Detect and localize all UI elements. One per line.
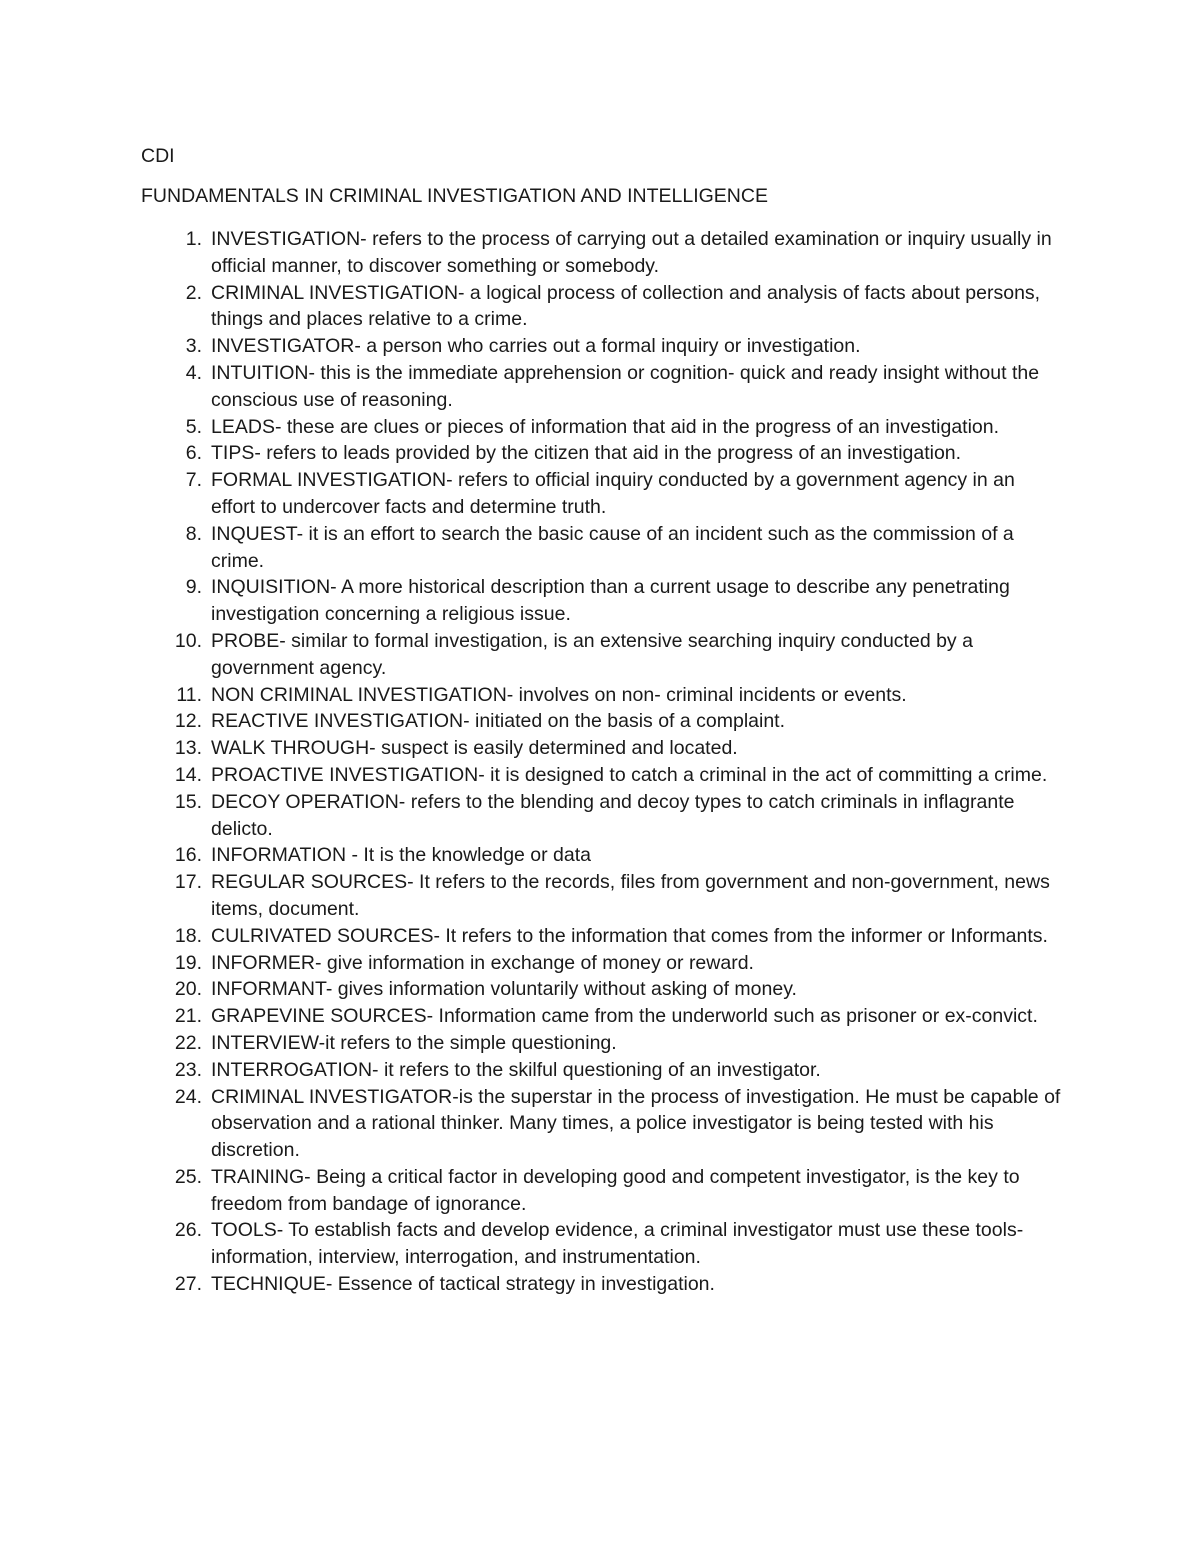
item-number: 24.	[174, 1085, 202, 1108]
list-item	[141, 414, 1061, 441]
item-number: 11.	[176, 683, 202, 706]
item-text: INTERVIEW-it refers to the simple questioning.	[211, 1031, 617, 1054]
item-number: 7.	[185, 469, 202, 492]
item-text: TIPS- refers to leads provided by the citizen that aid in the progress of an investigation.	[211, 442, 962, 465]
item-number: 25.	[174, 1165, 202, 1188]
list-item	[141, 842, 1061, 869]
list-item	[141, 923, 1061, 950]
item-number: 18.	[174, 924, 202, 947]
item-number: 23.	[174, 1058, 202, 1081]
item-text: INQUEST- it is an effort to search the basic cause of an incident such as the commission of a crime.	[211, 522, 1014, 572]
list-item	[141, 467, 1061, 521]
list-item	[141, 333, 1061, 360]
list-item	[141, 440, 1061, 467]
item-number: 13.	[174, 737, 202, 760]
list-item	[141, 360, 1061, 414]
list-item	[141, 869, 1061, 923]
list-item	[141, 735, 1061, 762]
item-text: CRIMINAL INVESTIGATOR-is the superstar in the process of investigation. He must be capable of observation and a rational thinker. Many times, a police investigator is being tested with his discretion.	[211, 1085, 1061, 1162]
item-text: INFORMATION - It is the knowledge or data	[211, 844, 592, 867]
document-label: CDI	[141, 145, 175, 167]
item-text: REACTIVE INVESTIGATION- initiated on the basis of a complaint.	[211, 710, 786, 733]
item-text: INVESTIGATOR- a person who carries out a formal inquiry or investigation.	[211, 335, 861, 358]
list-item	[141, 1030, 1061, 1057]
item-number: 22.	[174, 1031, 202, 1054]
item-number: 17.	[174, 871, 202, 894]
item-text: NON CRIMINAL INVESTIGATION- involves on non- criminal incidents or events.	[211, 683, 907, 706]
list-item	[141, 280, 1061, 334]
item-text: TRAINING- Being a critical factor in developing good and competent investigator, is the key to freedom from bandage of ignorance.	[211, 1165, 1020, 1215]
list-item	[141, 682, 1061, 709]
list-item	[141, 1003, 1061, 1030]
item-text: INVESTIGATION- refers to the process of carrying out a detailed examination or inquiry usually in official manner, to discover something or somebody.	[211, 228, 1052, 277]
list-item	[141, 708, 1061, 735]
list-item	[141, 1164, 1061, 1218]
item-number: 12.	[174, 710, 202, 733]
item-text: FORMAL INVESTIGATION- refers to official inquiry conducted by a government agency in an effort to undercover facts and determine truth.	[211, 469, 1015, 518]
item-text: INQUISITION- A more historical description than a current usage to describe any penetrating investigation concerning a religious issue.	[211, 576, 1010, 626]
list-item	[141, 1271, 1061, 1298]
item-text: CULRIVATED SOURCES- It refers to the information that comes from the informer or Informants.	[211, 924, 1048, 947]
item-number: 19.	[174, 951, 202, 974]
item-text: TOOLS- To establish facts and develop evidence, a criminal investigator must use these tools-information, interview, interrogation, and instrumentation.	[211, 1219, 1024, 1269]
item-number: 14.	[174, 763, 202, 786]
item-number: 9.	[185, 576, 202, 599]
item-number: 4.	[185, 361, 202, 384]
list-item	[141, 1217, 1061, 1271]
item-text: REGULAR SOURCES- It refers to the records, files from government and non-government, news items, document.	[211, 871, 1050, 920]
item-number: 1.	[185, 228, 202, 250]
definitions-list	[141, 226, 1061, 1298]
list-item	[141, 574, 1061, 628]
list-item	[141, 521, 1061, 575]
item-number: 27.	[174, 1273, 202, 1296]
item-text: INFORMER- give information in exchange of money or reward.	[211, 951, 754, 974]
list-item	[141, 628, 1061, 682]
item-number: 15.	[174, 790, 202, 813]
item-number: 20.	[174, 978, 202, 1001]
item-number: 6.	[185, 442, 202, 465]
item-number: 21.	[174, 1005, 202, 1028]
item-number: 16.	[174, 844, 202, 867]
item-text: INTUITION- this is the immediate apprehension or cognition- quick and ready insight without the conscious use of reasoning.	[211, 361, 1040, 411]
list-item	[141, 1084, 1061, 1164]
item-text: PROBE- similar to formal investigation, is an extensive searching inquiry conducted by a government agency.	[211, 629, 973, 679]
item-number: 5.	[185, 415, 202, 438]
item-number: 2.	[185, 281, 202, 304]
list-item	[141, 1057, 1061, 1084]
item-text: CRIMINAL INVESTIGATION- a logical process of collection and analysis of facts about persons, things and places relative to a crime.	[211, 281, 1041, 331]
item-text: TECHNIQUE- Essence of tactical strategy in investigation.	[211, 1273, 715, 1296]
list-item	[141, 950, 1061, 977]
list-item	[141, 976, 1061, 1003]
list-item	[141, 789, 1061, 843]
item-text: PROACTIVE INVESTIGATION- it is designed to catch a criminal in the act of committing a crime.	[211, 763, 1048, 786]
document-title: FUNDAMENTALS IN CRIMINAL INVESTIGATION AND INTELLIGENCE	[141, 185, 768, 207]
item-number: 3.	[185, 335, 202, 358]
item-number: 8.	[185, 522, 202, 545]
item-text: WALK THROUGH- suspect is easily determined and located.	[211, 737, 738, 760]
item-text: INFORMANT- gives information voluntarily without asking of money.	[211, 978, 797, 1001]
list-item	[141, 226, 1061, 280]
item-text: INTERROGATION- it refers to the skilful questioning of an investigator.	[211, 1058, 821, 1081]
list-item	[141, 762, 1061, 789]
item-text: GRAPEVINE SOURCES- Information came from the underworld such as prisoner or ex-convict.	[211, 1005, 1038, 1028]
item-text: LEADS- these are clues or pieces of information that aid in the progress of an investigation.	[211, 415, 1000, 438]
item-number: 10.	[174, 629, 202, 652]
item-text: DECOY OPERATION- refers to the blending and decoy types to catch criminals in inflagrante delicto.	[211, 790, 1015, 840]
item-number: 26.	[174, 1219, 202, 1242]
